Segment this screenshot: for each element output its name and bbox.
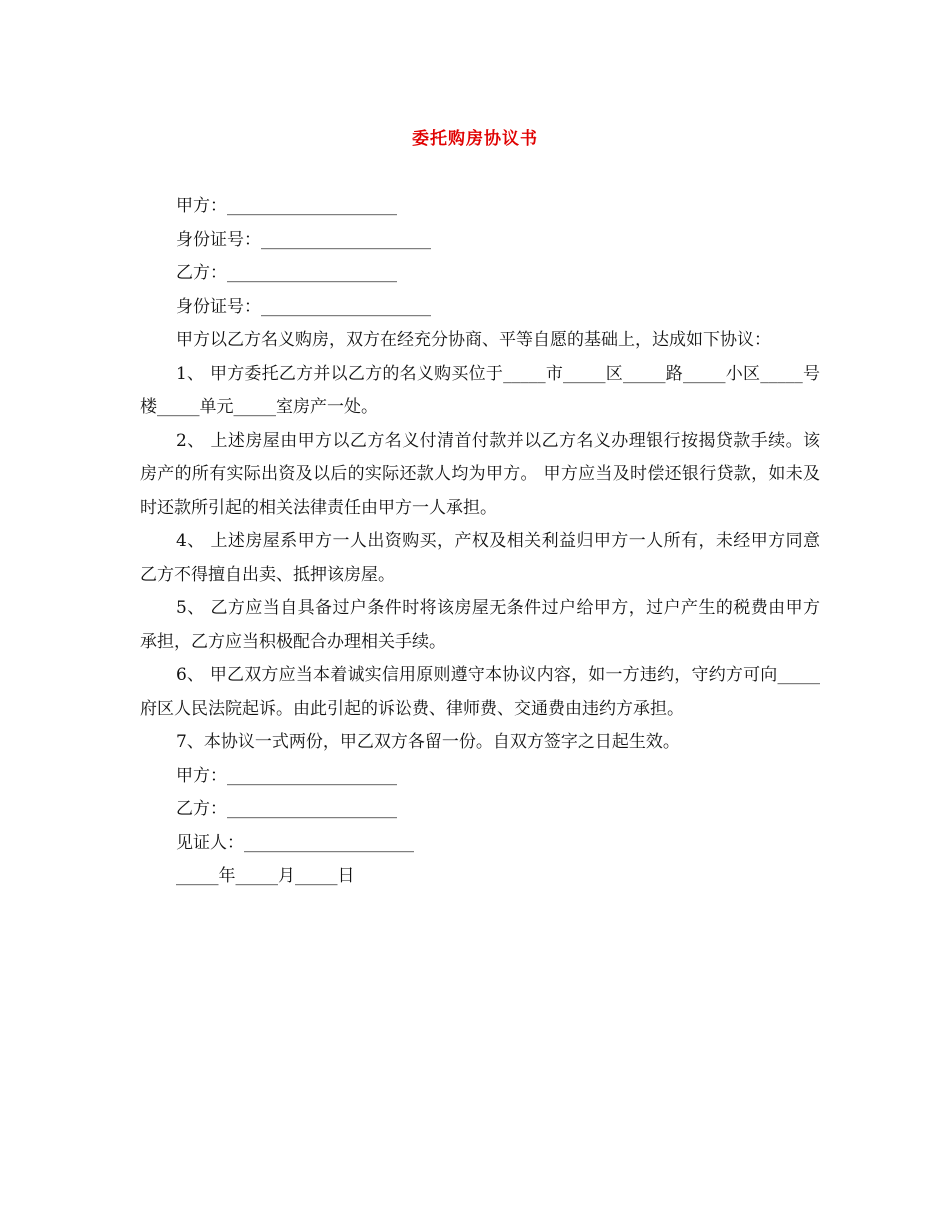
clause-6: 6、 甲乙双方应当本着诚实信用原则遵守本协议内容，如一方违约，守约方可向_____府区人民法院起诉。由此引起的诉讼费、律师费、交通费由违约方承担。 xyxy=(140,665,820,719)
document-body xyxy=(140,190,820,894)
signature-party-a: 甲方：____________________ xyxy=(176,765,397,786)
signature-date: _____年_____月_____日 xyxy=(176,866,355,886)
clause-5: 5、 乙方应当自具备过户条件时将该房屋无条件过户给甲方，过户产生的税费由甲方承担，乙方应当积极配合办理相关手续。 xyxy=(140,598,820,652)
party-a-line: 甲方：____________________ xyxy=(176,196,397,216)
party-b-id-line: 身份证号：____________________ xyxy=(176,296,431,317)
document-title: 委托购房协议书 xyxy=(412,129,538,149)
signature-witness: 见证人：____________________ xyxy=(176,832,414,853)
party-b-line: 乙方：____________________ xyxy=(176,263,397,283)
clause-2: 2、 上述房屋由甲方以乙方名义付清首付款并以乙方名义办理银行按揭贷款手续。该房产的所有实际出资及以后的实际还款人均为甲方。 甲方应当及时偿还银行贷款，如未及时还款所引起的相关法律责任由甲方一人承担。 xyxy=(140,430,820,518)
clause-7: 7、本协议一式两份，甲乙双方各留一份。自双方签字之日起生效。 xyxy=(176,732,680,752)
signature-party-b: 乙方：____________________ xyxy=(176,799,397,819)
clause-1: 1、 甲方委托乙方并以乙方的名义购买位于_____市_____区_____路_____小区_____号楼_____单元_____室房产一处。 xyxy=(140,363,820,417)
clause-4: 4、 上述房屋系甲方一人出资购买，产权及相关利益归甲方一人所有，未经甲方同意乙方不得擅自出卖、抵押该房屋。 xyxy=(140,531,820,585)
party-a-id-line: 身份证号：____________________ xyxy=(176,229,431,250)
intro-paragraph: 甲方以乙方名义购房，双方在经充分协商、平等自愿的基础上，达成如下协议： xyxy=(176,330,771,350)
